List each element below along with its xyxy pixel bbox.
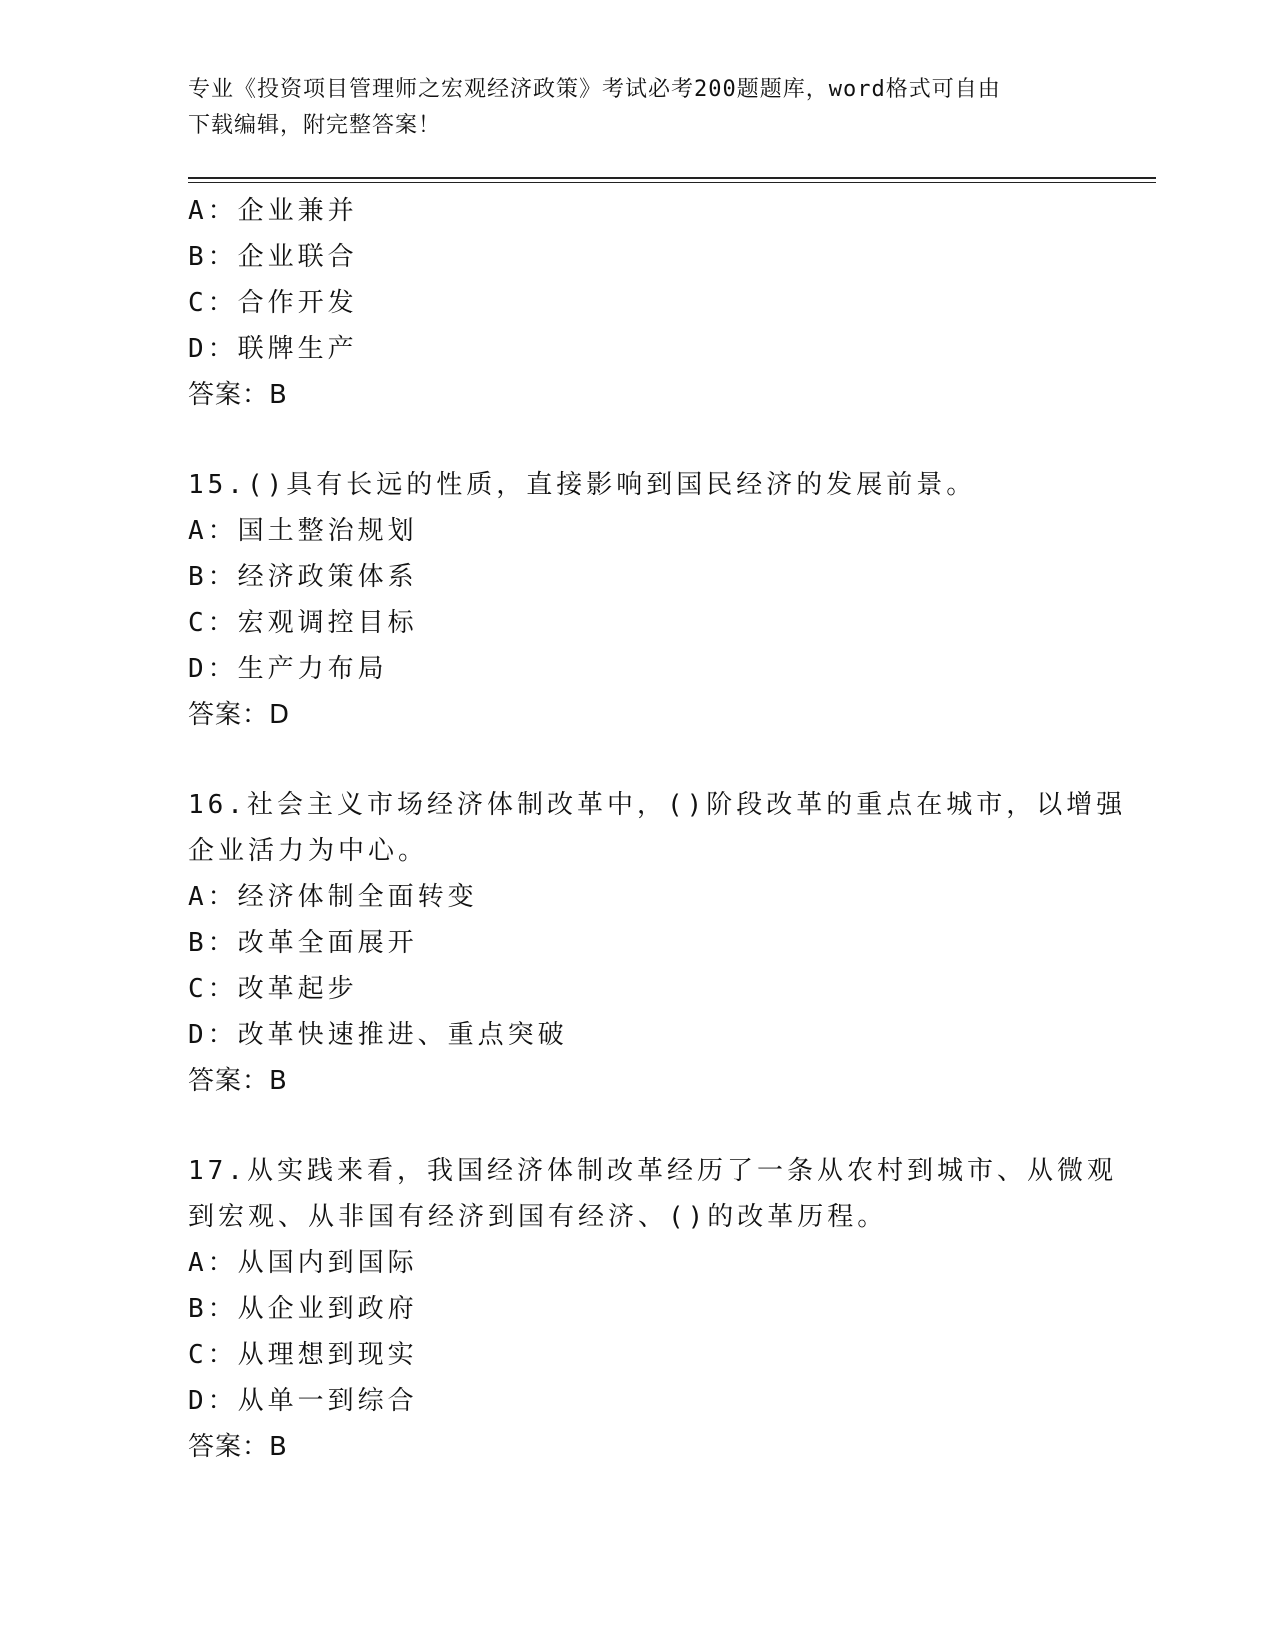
option-b: B：企业联合 bbox=[188, 242, 358, 272]
option-b: B：从企业到政府 bbox=[188, 1294, 418, 1324]
option-a: A：从国内到国际 bbox=[188, 1248, 418, 1278]
option-b: B：经济政策体系 bbox=[188, 562, 418, 592]
question-block-17 bbox=[188, 1148, 1117, 1470]
question-text-line: 企业活力为中心。 bbox=[188, 836, 429, 866]
question-text-line: 15.()具有长远的性质，直接影响到国民经济的发展前景。 bbox=[188, 470, 977, 500]
answer-line: 答案：B bbox=[188, 380, 288, 410]
question-text-line: 17.从实践来看，我国经济体制改革经历了一条从农村到城市、从微观 bbox=[188, 1156, 1117, 1186]
option-d: D：联牌生产 bbox=[188, 334, 358, 364]
question-block-15 bbox=[188, 462, 1088, 738]
question-block-16 bbox=[188, 782, 1127, 1104]
question-block-14 bbox=[188, 188, 1088, 418]
answer-line: 答案：D bbox=[188, 700, 291, 730]
option-d: D：从单一到综合 bbox=[188, 1386, 418, 1416]
option-c: C：改革起步 bbox=[188, 974, 358, 1004]
option-b: B：改革全面展开 bbox=[188, 928, 418, 958]
option-c: C：合作开发 bbox=[188, 288, 358, 318]
header-line-1: 专业《投资项目管理师之宏观经济政策》考试必考200题题库，word格式可自由 bbox=[188, 77, 1001, 102]
option-a: A：经济体制全面转变 bbox=[188, 882, 478, 912]
answer-line: 答案：B bbox=[188, 1066, 288, 1096]
option-c: C：宏观调控目标 bbox=[188, 608, 418, 638]
option-a: A：企业兼并 bbox=[188, 196, 358, 226]
document-header bbox=[188, 72, 1068, 144]
option-d: D：改革快速推进、重点突破 bbox=[188, 1020, 568, 1050]
header-divider bbox=[188, 177, 1156, 183]
answer-line: 答案：B bbox=[188, 1432, 288, 1462]
option-d: D：生产力布局 bbox=[188, 654, 388, 684]
option-c: C：从理想到现实 bbox=[188, 1340, 418, 1370]
question-text-line: 到宏观、从非国有经济到国有经济、()的改革历程。 bbox=[188, 1202, 888, 1232]
question-list bbox=[188, 188, 1127, 1470]
question-text-line: 16.社会主义市场经济体制改革中，()阶段改革的重点在城市，以增强 bbox=[188, 790, 1127, 820]
option-a: A：国土整治规划 bbox=[188, 516, 418, 546]
header-line-2: 下载编辑，附完整答案！ bbox=[188, 113, 442, 138]
